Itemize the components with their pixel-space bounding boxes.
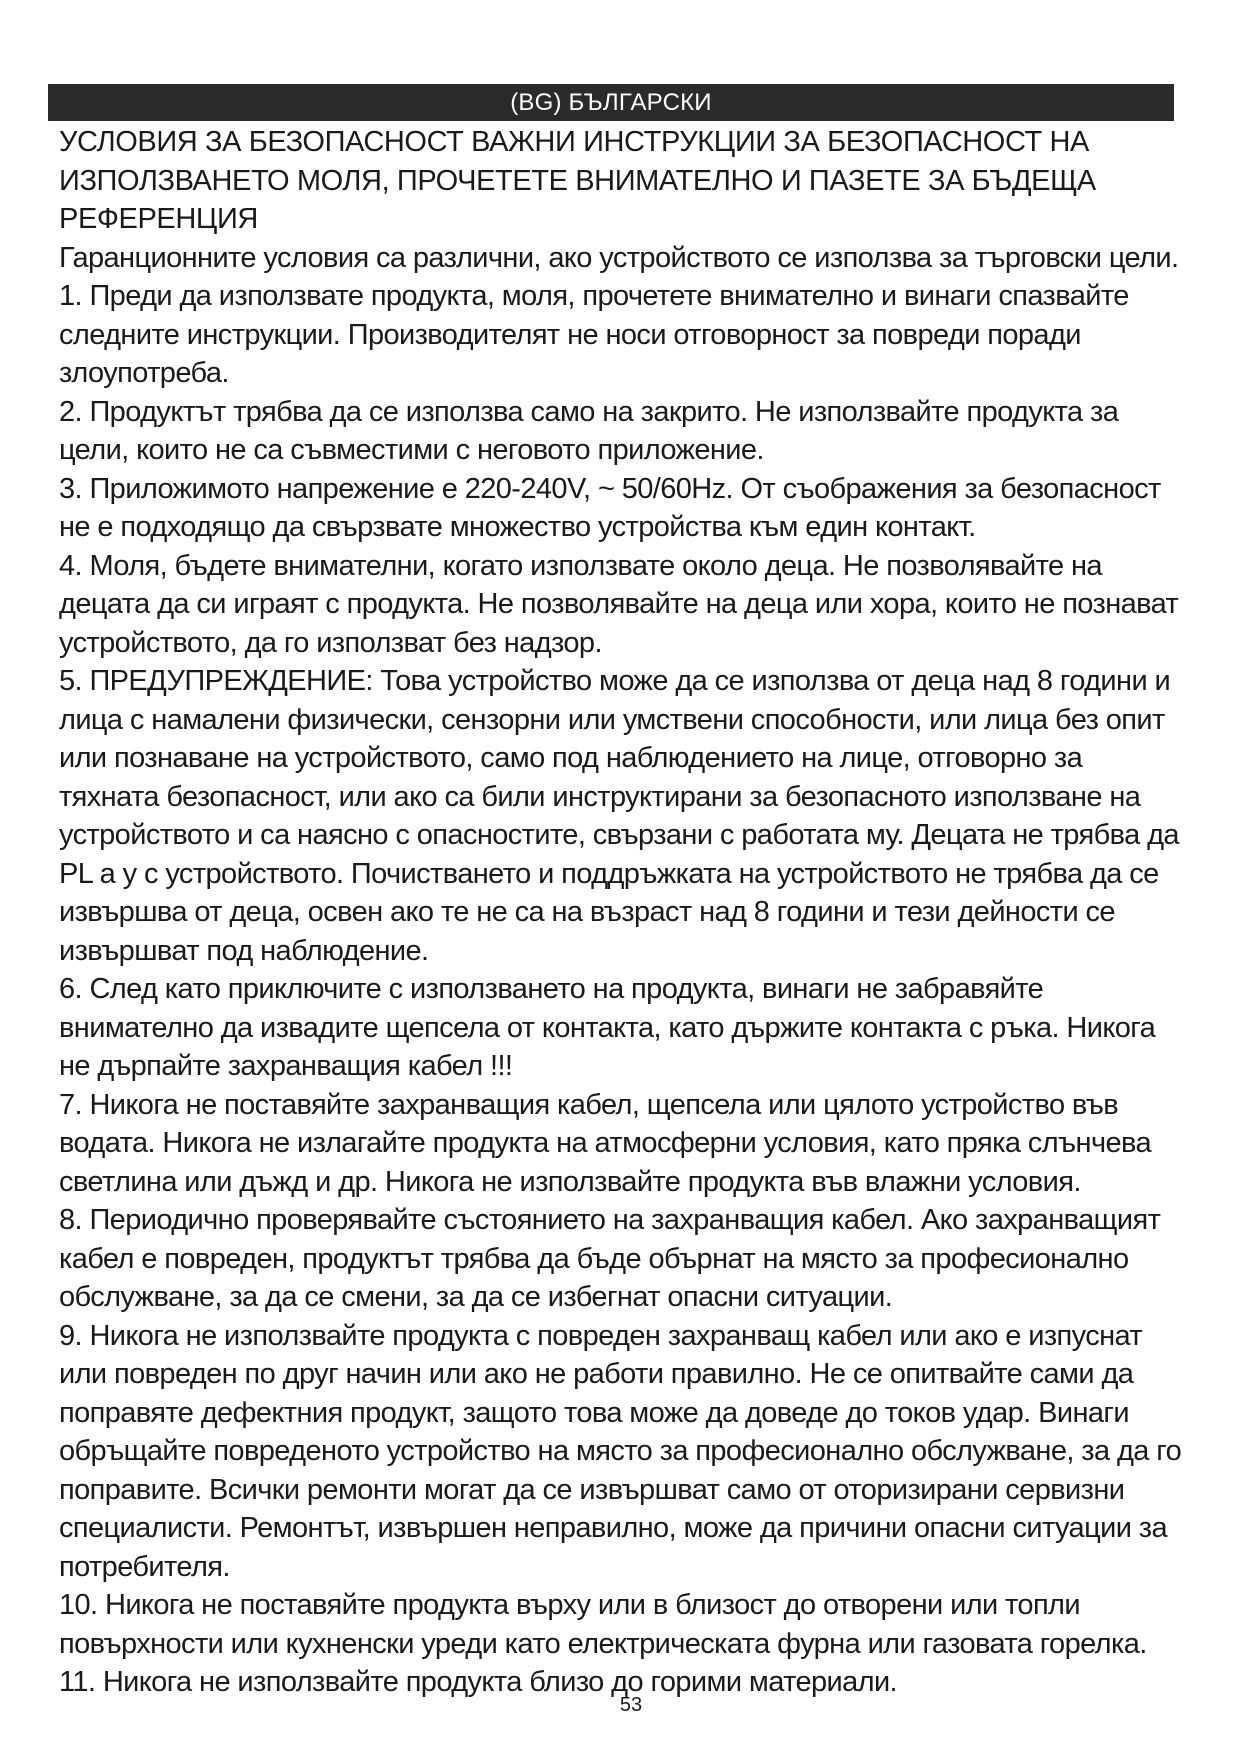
- language-header-bar: [48, 84, 1174, 121]
- instruction-item-11: 11. Никога не използвайте продукта близо до горими материали.: [59, 1666, 898, 1698]
- instruction-item-8: 8. Периодично проверявайте състоянието на захранващия кабел. Ако захранващият кабел е повреден, продуктът трябва да бъде обърнат на място за професионално обслужване, за да се смени, за да се избегнат опасни ситуации.: [59, 1204, 1161, 1313]
- section-title: УСЛОВИЯ ЗА БЕЗОПАСНОСТ ВАЖНИ ИНСТРУКЦИИ ЗА БЕЗОПАСНОСТ НА ИЗПОЛЗВАНЕТО МОЛЯ, ПРОЧЕТЕТЕ ВНИМАТЕЛНО И ПАЗЕТЕ ЗА БЪДЕЩА РЕФЕРЕНЦИЯ: [59, 126, 1096, 235]
- instruction-item-2: 2. Продуктът трябва да се използва само на закрито. Не използвайте продукта за цели, които не са съвместими с неговото приложение.: [59, 395, 1119, 466]
- warranty-note: Гаранционните условия са различни, ако устройството се използва за търговски цели.: [59, 241, 1179, 274]
- instruction-item-5: 5. ПРЕДУПРЕЖДЕНИЕ: Това устройство може да се използва от деца над 8 години и лица с намалени физически, сензорни или умствени способности, или лица без опит или познаване на устройството, само под наблюдението на лице, отговорно за тяхната безопасност, или ако са били инструктирани за безопасното използване на устройството и са наясно с опасностите, свързани с работата му. Децата не трябва да PL а у с устройството. Почистването и поддръжката на устройството не трябва да се извършва от деца, освен ако те не са на възраст над 8 години и тези дейности се извършват под наблюдение.: [59, 665, 1179, 967]
- instruction-item-9: 9. Никога не използвайте продукта с повреден захранващ кабел или ако е изпуснат или повреден по друг начин или ако не работи правилно. Не се опитвайте сами да поправяте дефектния продукт, защото това може да доведе до токов удар. Винаги обръщайте повреденото устройство на място за професионално обслужване, за да го поправите. Всички ремонти могат да се извършват само от оторизирани сервизни специалисти. Ремонтът, извършен неправилно, може да причини опасни ситуации за потребителя.: [59, 1319, 1182, 1583]
- instruction-item-3: 3. Приложимото напрежение е 220-240V, ~ 50/60Hz. От съображения за безопасност не е подходящо да свързвате множество устройства към един контакт.: [59, 472, 1161, 543]
- safety-instructions: [59, 123, 1189, 1702]
- instruction-item-10: 10. Никога не поставяйте продукта върху или в близост до отворени или топли повърхности или кухненски уреди като електрическата фурна или газовата горелка.: [59, 1589, 1147, 1660]
- page-number: 53: [619, 1694, 643, 1716]
- language-label: (BG) БЪЛГАРСКИ: [510, 88, 712, 116]
- instruction-item-6: 6. След като приключите с използването на продукта, винаги не забравяйте внимателно да извадите щепсела от контакта, като държите контакта с ръка. Никога не дърпайте захранващия кабел !!!: [59, 973, 1156, 1082]
- instruction-item-4: 4. Моля, бъдете внимателни, когато използвате около деца. Не позволявайте на децата да си играят с продукта. Не позволявайте на деца или хора, които не познават устройството, да го използват без надзор.: [59, 549, 1179, 659]
- instruction-item-1: 1. Преди да използвате продукта, моля, прочетете внимателно и винаги спазвайте следните инструкции. Производителят не носи отговорност за повреди поради злоупотреба.: [59, 280, 1129, 389]
- instruction-item-7: 7. Никога не поставяйте захранващия кабел, щепсела или цялото устройство във водата. Никога не излагайте продукта на атмосферни условия, като пряка слънчева светлина или дъжд и др. Никога не използвайте продукта във влажни условия.: [59, 1088, 1152, 1198]
